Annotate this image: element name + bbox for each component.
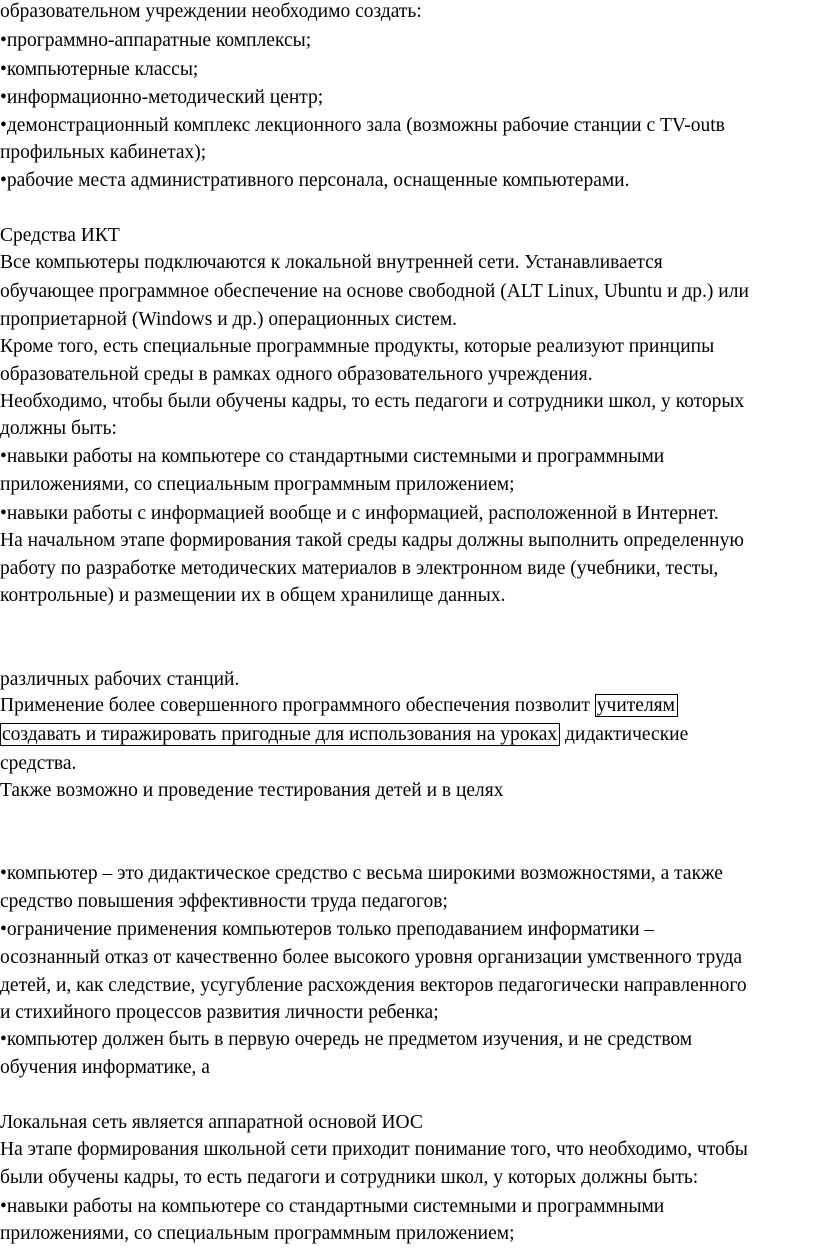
text-line: Кроме того, есть специальные программные продукты, которые реализуют принципы	[0, 336, 715, 357]
highlighted-text-box: учителям	[595, 694, 678, 717]
text-line: различных рабочих станций.	[0, 669, 240, 690]
bullet-item: •ограничение применения компьютеров только преподаванием информатики –	[0, 919, 655, 940]
text-line: образовательной среды в рамках одного образовательного учреждения.	[0, 364, 593, 385]
text-line: На этапе формирования школьной сети приходит понимание того, что необходимо, чтобы	[0, 1139, 748, 1160]
text-line: средства.	[0, 753, 77, 774]
text-line: образовательном учреждении необходимо создать:	[0, 1, 422, 22]
bullet-item: •программно-аппаратные комплексы;	[0, 30, 312, 51]
highlighted-text-box: создавать и тиражировать пригодные для использования на уроках	[0, 723, 560, 746]
bullet-item: •навыки работы с информацией вообще и с информацией, расположенной в Интернет.	[0, 503, 719, 524]
text-line	[0, 721, 688, 748]
text-run: Применение более совершенного программного обеспечения позволит	[0, 695, 595, 716]
bullet-item: •навыки работы на компьютере со стандартными системными и программными	[0, 1196, 665, 1217]
section-heading: Локальная сеть является аппаратной основой ИОС	[0, 1112, 423, 1133]
text-line: работу по разработке методических материалов в электронном виде (учебники, тесты,	[0, 558, 719, 579]
text-run: дидактические	[560, 724, 689, 745]
text-line: Также возможно и проведение тестирования детей и в целях	[0, 780, 504, 801]
text-line: и стихийного процессов развития личности ребенка;	[0, 1002, 439, 1023]
text-line: Необходимо, чтобы были обучены кадры, то есть педагоги и сотрудники школ, у которых	[0, 391, 745, 412]
text-line: На начальном этапе формирования такой среды кадры должны выполнить определенную	[0, 530, 744, 551]
text-line: Все компьютеры подключаются к локальной внутренней сети. Устанавливается	[0, 252, 663, 273]
bullet-item: •информационно-методический центр;	[0, 87, 324, 108]
text-line: приложениями, со специальным программным приложением;	[0, 1223, 515, 1244]
bullet-item: •демонстрационный комплекс лекционного зала (возможны рабочие станции с TV-outв	[0, 115, 725, 136]
text-line: обучения информатике, а	[0, 1057, 210, 1078]
text-line: осознанный отказ от качественно более высокого уровня организации умственного труда	[0, 947, 743, 968]
bullet-item: •навыки работы на компьютере со стандартными системными и программными	[0, 446, 665, 467]
text-line: проприетарной (Windows и др.) операционных систем.	[0, 309, 458, 330]
text-line: были обучены кадры, то есть педагоги и сотрудники школ, у которых должны быть:	[0, 1167, 699, 1188]
text-line	[0, 692, 678, 719]
text-line: контрольные) и размещении их в общем хранилище данных.	[0, 585, 506, 606]
text-line: должны быть:	[0, 418, 117, 439]
bullet-item: •компьютерные классы;	[0, 59, 199, 80]
text-line: обучающее программное обеспечение на основе свободной (ALT Linux, Ubuntu и др.) или	[0, 281, 749, 302]
text-line: приложениями, со специальным программным приложением;	[0, 474, 515, 495]
bullet-item: •рабочие места административного персонала, оснащенные компьютерами.	[0, 170, 630, 191]
text-line: детей, и, как следствие, усугубление расхождения векторов педагогически направленного	[0, 975, 747, 996]
bullet-item: •компьютер должен быть в первую очередь не предметом изучения, и не средством	[0, 1029, 693, 1050]
bullet-item: •компьютер – это дидактическое средство с весьма широкими возможностями, а также	[0, 863, 723, 884]
section-heading: Средства ИКТ	[0, 225, 120, 246]
text-line: средство повышения эффективности труда педагогов;	[0, 891, 448, 912]
text-line: профильных кабинетах);	[0, 142, 207, 163]
